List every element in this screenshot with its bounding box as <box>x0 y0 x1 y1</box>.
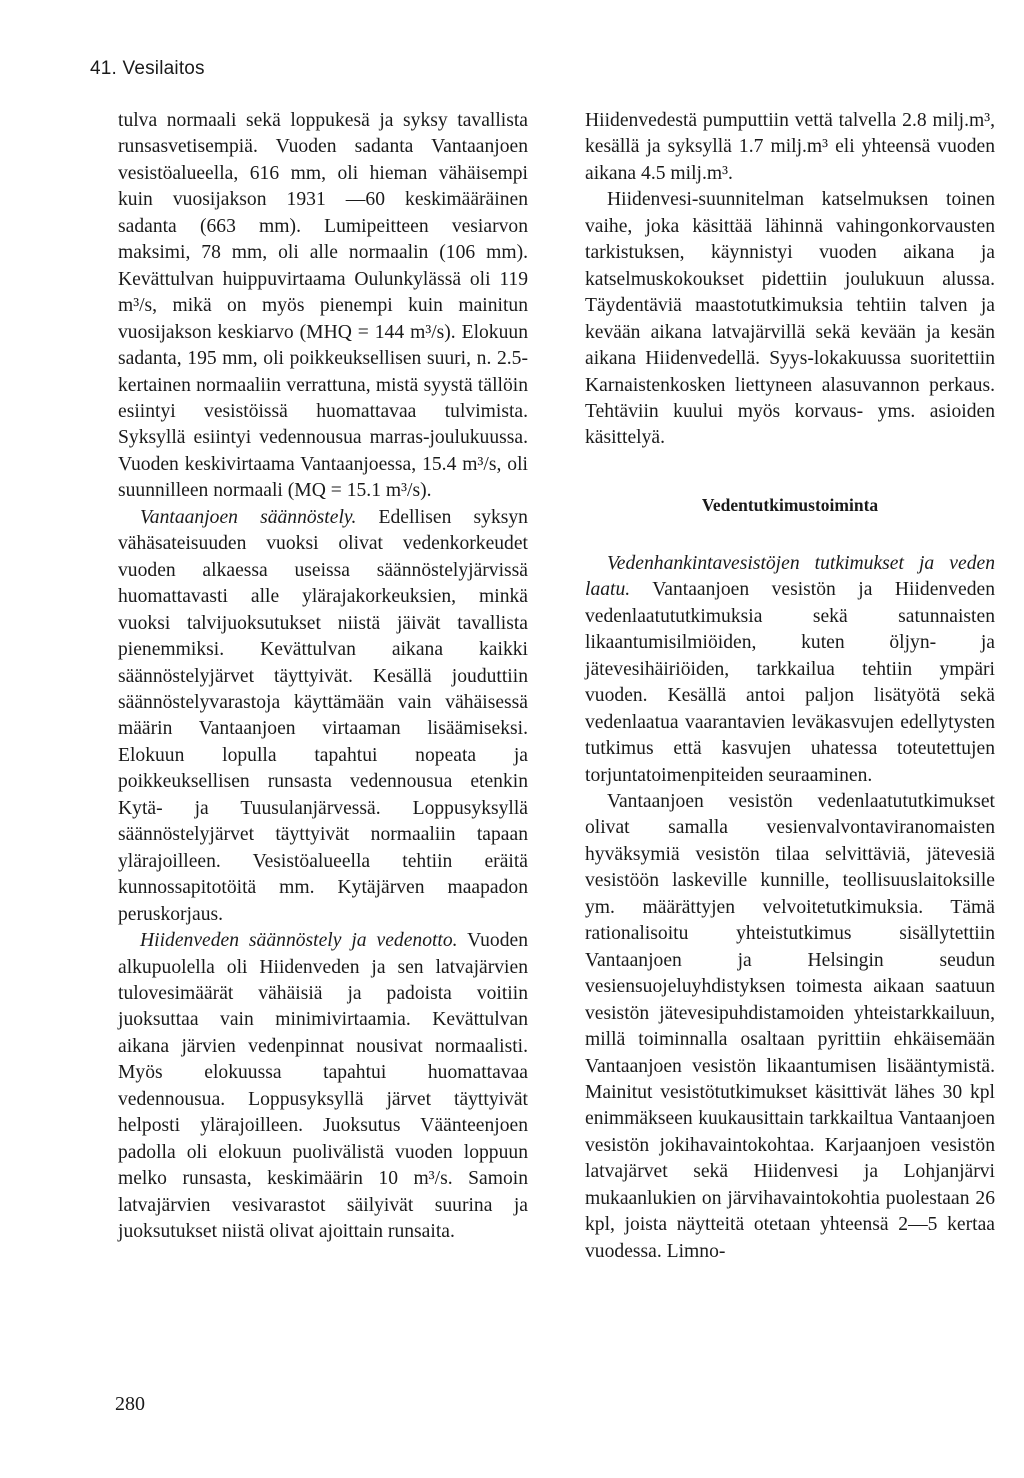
page-number: 280 <box>115 1393 145 1415</box>
paragraph-water-quality <box>585 551 995 789</box>
paragraph-body-water-quality: Vantaanjoen vesistön ja Hiidenveden vedenlaatututkimuksia sekä satunnaisten likaantumisilmiöiden, kuten öljyn- ja jätevesihäiriöiden, tarkkailua tehtiin ympäri vuoden. Kesällä antoi paljon lisätyötä sekä vedenlaatua vaarantavien leväkasvujen edellytysten tutkimus että kasvujen uhatessa toteutettujen torjuntatoimenpiteiden seuraaminen. <box>585 579 995 786</box>
paragraph-pumping: Hiidenvedestä pumputtiin vettä talvella 2.8 milj.m³, kesällä ja syksyllä 1.7 milj.m³ eli yhteensä vuoden aikana 4.5 milj.m³. <box>585 110 995 184</box>
paragraph-flood-summary: tulva normaali sekä loppukesä ja syksy tavallista runsasvetisempiä. Vuoden sadanta Vantaanjoen vesistöalueella, 616 mm, oli hieman vähäisempi kuin vuosijakson 1931 —60 keskimääräinen sadanta (663 mm). Lumipeitteen vesiarvon maksimi, 78 mm, oli alle normaalin (106 mm). Kevättulvan huippuvirtaama Oulunkylässä oli 119 m³/s, mikä on myös pienempi kuin mainitun vuosijakson keskiarvo (MHQ = 144 m³/s). Elokuun sadanta, 195 mm, oli poikkeuksellisen suuri, n. 2.5-kertainen normaaliin verrattuna, mistä syystä tällöin esiintyi vesistöissä huomattavaa tulvimista. Syksyllä esiintyi vedennousua marras-joulukuussa. Vuoden keskivirtaama Vantaanjoessa, 15.4 m³/s, oli suunnilleen normaali (MQ = 15.1 m³/s). <box>118 110 528 502</box>
right-column <box>585 108 995 1265</box>
paragraph-vantaanjoki-regulation <box>118 505 528 928</box>
paragraph-lead-water-quality: Vedenhankintavesistöjen tutkimukset ja veden laatu. <box>585 552 995 601</box>
paragraph-lead-hiidenvesi: Hiidenveden säännöstely ja vedenotto. <box>140 930 458 952</box>
running-head: 41. Vesilaitos <box>90 58 205 79</box>
paragraph-body-vantaanjoki: Edellisen syksyn vähäsateisuuden vuoksi olivat vedenkorkeudet vuoden alkaessa useissa säännöstelyjärvissä huomattavasti alle ylärajakorkeuksien, minkä vuoksi talvijuoksutukset niistä jäivät tavallista pienemmiksi. Kevättulvan aikana kaikki säännöstelyjärvet täyttyivät. Kesällä jouduttiin säännöstelyvarastoja käyttämään vain vähäisessä määrin Vantaanjoen virtaaman lisäämiseksi. Elokuun lopulla tapahtui nopeata ja poikkeuksellisen runsasta vedennousua etenkin Kytä- ja Tuusulanjärvessä. Loppusyksyllä säännöstelyjärvet täyttyivät normaaliin tapaan ylärajoilleen. Vesistöalueella tehtiin eräitä kunnossapitotöitä mm. Kytäjärven maapadon peruskorjaus. <box>118 506 528 925</box>
paragraph-joint-monitoring: Vantaanjoen vesistön vedenlaatututkimukset olivat samalla vesienvalvontaviranomaisten hyväksymiä vesistön tilaa selvittäviä, jätevesiä vesistöön laskeville kunnille, teollisuuslaitoksille ym. määrättyjen velvoitetutkimuksia. Tämä rationalisoitu yhteistutkimus sisällytettiin Vantaanjoen ja Helsingin seudun vesiensuojeluyhdistyksen toimesta aikaan saatuun vesistön jätevesipuhdistamoiden yhteistarkkailuun, millä toiminnalla osaltaan pyrittiin ehkäisemään Vantaanjoen vesistön likaantumisen lisääntymistä. Mainitut vesistötutkimukset käsittivät lähes 30 kpl enimmäkseen kuukausittain tarkkailtua Vantaanjoen vesistön jokihavaintokohtaa. Karjaanjoen vesistön latvajärvet sekä Hiidenvesi ja Lohjanjärvi mukaanlukien on järvihavaintokohtia puolestaan 26 kpl, joista näytteitä otetaan yhteensä 2—5 kertaa vuodessa. Limno- <box>585 790 995 1262</box>
paragraph-body-hiidenvesi: Vuoden alkupuolella oli Hiidenveden ja sen latvajärvien tulovesimäärät vähäisiä ja padoista voitiin juoksuttaa vain minimivirtaamia. Kevättulvan aikana järvien vedenpinnat nousivat normaalisti. Myös elokuussa tapahtui huomattavaa vedennousua. Loppusyksyllä järvet täyttyivät helposti ylärajoilleen. Juoksutus Väänteenjoen padolla oli elokuun puolivälistä vuoden loppuun melko runsasta, keskimäärin 10 m³/s. Samoin latvajärvien vesivarastot säilyivät suurina ja juoksutukset niistä olivat ajoittain runsaita. <box>118 930 528 1243</box>
paragraph-hiidenvesi-regulation <box>118 928 528 1245</box>
paragraph-survey: Hiidenvesi-suunnitelman katselmuksen toinen vaihe, joka käsittää lähinnä vahingonkorvausten tarkistuksen, käynnistyi vuoden aikana ja katselmuskokoukset pidettiin joulukuun alussa. Täydentäviä maastotutkimuksia tehtiin talven ja kevään aikana latvajärvillä sekä kevään ja kesän aikana Hiidenvedellä. Syys-lokakuussa suoritettiin Karnaistenkosken liettyneen alasuvannon perkaus. Tehtäviin kuului myös korvaus- yms. asioiden käsittelyä. <box>585 189 995 449</box>
paragraph-lead-vantaanjoki: Vantaanjoen säännöstely. <box>140 506 357 528</box>
section-heading: Vedentutkimustoiminta <box>701 494 879 515</box>
left-column <box>118 108 528 1245</box>
